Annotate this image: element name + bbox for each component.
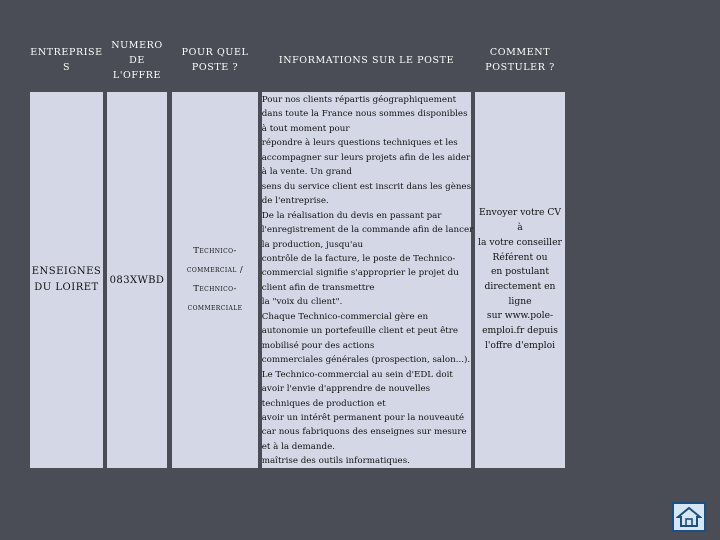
postuler-line: directement en ligne xyxy=(484,281,556,307)
informations-line: commercial signifie s'approprier le projet du xyxy=(261,268,459,279)
header-poste-line-2: POSTE ? xyxy=(191,62,239,73)
informations-line: dans toute la France nous sommes disponibles xyxy=(261,109,468,120)
informations-line: accompagner sur leurs projets afin de les aider xyxy=(261,152,471,163)
header-numero-line-3: L'OFFRE xyxy=(112,69,162,81)
informations-line: avoir l'envie d'apprendre de nouvelles xyxy=(261,384,431,395)
informations-line: contrôle de la facture, le poste de Technico- xyxy=(261,253,456,264)
informations-line: maîtrise des outils informatiques. xyxy=(261,456,410,467)
informations-line: répondre à leurs questions techniques et les xyxy=(261,138,458,149)
informations-line: la production, jusqu'au xyxy=(261,239,364,250)
header-poste-line-1: POUR QUEL xyxy=(181,47,249,58)
header-entreprises xyxy=(30,30,103,90)
postuler-line: sur www.pole- xyxy=(486,310,554,322)
informations-line: autonomie un portefeuille client et peut être xyxy=(261,326,458,337)
informations-line: Chaque Technico-commercial gère en xyxy=(261,311,429,322)
header-informations xyxy=(262,30,471,90)
informations-line: Pour nos clients répartis géographiquement xyxy=(261,95,457,105)
header-postuler xyxy=(475,30,565,90)
informations-line: De la réalisation du devis en passant par xyxy=(261,210,442,221)
informations-line: techniques de production et xyxy=(261,398,386,409)
informations-line: client afin de transmettre xyxy=(261,282,375,293)
postuler-line: la votre conseiller xyxy=(478,236,562,248)
poste-line-2: commercial / xyxy=(186,265,244,275)
header-postuler-line-1: COMMENT xyxy=(489,47,551,58)
offer-number: 083XWBD xyxy=(109,274,165,286)
informations-line: l'enregistrement de la commande afin de lancer xyxy=(261,225,474,236)
cell-entreprise xyxy=(30,92,103,468)
informations-line: commerciales générales (prospection, salon...). xyxy=(261,355,471,366)
header-entreprises-line-1: ENTREPRISE xyxy=(30,47,103,58)
informations-text xyxy=(258,93,476,469)
postuler-line: Envoyer votre CV à xyxy=(478,207,562,234)
header-informations-line-1: INFORMATIONS SUR LE POSTE xyxy=(278,54,455,66)
postuler-line: l'offre d'emploi xyxy=(484,339,556,351)
informations-line: à la vente. Un grand xyxy=(261,167,352,178)
entreprise-line-2: DU LOIRET xyxy=(34,282,99,293)
postuler-line: en postulant xyxy=(490,266,550,278)
poste-line-3: Technico- xyxy=(193,284,237,294)
informations-line: mobilisé pour des actions xyxy=(261,340,375,351)
header-numero-offre xyxy=(107,30,167,90)
informations-line: la "voix du client". xyxy=(261,297,343,308)
header-poste xyxy=(172,30,258,90)
informations-line: Le Technico-commercial au sein d'EDL doit xyxy=(261,369,453,380)
informations-line: à tout moment pour xyxy=(261,123,350,134)
cell-poste xyxy=(172,92,258,468)
header-numero-line-1: NUMERO xyxy=(111,39,163,51)
entreprise-line-1: ENSEIGNES xyxy=(31,266,102,277)
informations-line: car nous fabriquons des enseignes sur mesure xyxy=(261,427,467,438)
postuler-line: emploi.fr depuis xyxy=(482,325,558,337)
informations-line: sens du service client est inscrit dans les gènes xyxy=(261,181,472,192)
informations-line: et à la demande. xyxy=(261,441,335,452)
poste-line-4: commerciale xyxy=(187,303,243,313)
postuler-text xyxy=(475,206,565,353)
cell-informations xyxy=(261,92,474,468)
cell-numero-offre xyxy=(107,92,167,468)
informations-line: avoir un intérêt permanent pour la nouveauté xyxy=(261,412,465,423)
header-numero-line-2: DE xyxy=(129,54,145,66)
header-postuler-line-2: POSTULER ? xyxy=(485,62,555,73)
poste-line-1: Technico- xyxy=(193,246,237,256)
cell-postuler xyxy=(475,92,565,468)
informations-line: de l'entreprise. xyxy=(261,196,329,207)
postuler-line: Référent ou xyxy=(492,251,548,263)
header-entreprises-line-2: S xyxy=(62,62,71,73)
home-icon xyxy=(676,506,702,528)
home-button[interactable] xyxy=(672,502,706,532)
cell-conseiller xyxy=(569,30,689,468)
